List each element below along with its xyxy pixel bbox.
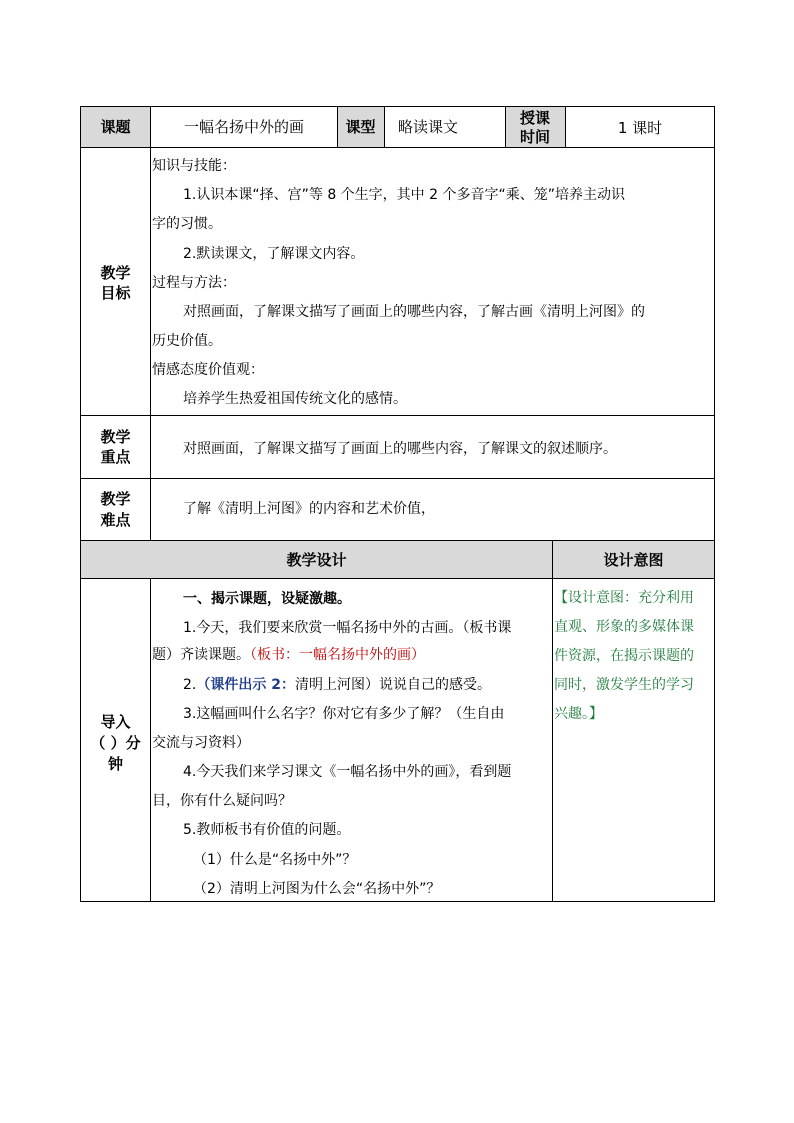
time-label-2: 时间 xyxy=(519,128,550,146)
difficulty-label-1: 教学 xyxy=(100,490,131,508)
lesson-time: 1 课时 xyxy=(617,119,663,137)
difficulty-text: 了解《清明上河图》的内容和艺术价值， xyxy=(183,501,435,517)
intent-line: 件资源，在揭示课题的 xyxy=(554,648,694,664)
blackboard-note: （板书：一幅名扬中外的画） xyxy=(250,647,425,663)
intent-line: 【设计意图：充分利用 xyxy=(554,590,694,606)
focus-text: 对照画面，了解课文描写了画面上的哪些内容，了解课文的叙述顺序。 xyxy=(183,441,617,457)
focus-label-2: 重点 xyxy=(100,448,131,466)
goals-label-2: 目标 xyxy=(100,284,131,302)
goals-line: 历史价值。 xyxy=(152,333,222,349)
intro-line: 2.（课件出示 2：清明上河图）说说自己的感受。 xyxy=(183,677,491,693)
courseware-note: （课件出示 2： xyxy=(196,677,295,693)
type-label: 课型 xyxy=(345,118,376,136)
intent-line: 直观、形象的多媒体课 xyxy=(554,619,694,635)
focus-label-1: 教学 xyxy=(100,428,131,446)
goals-line: 知识与技能： xyxy=(152,158,236,174)
lesson-type: 略读课文 xyxy=(398,118,459,136)
intro-line: 4.今天我们来学习课文《一幅名扬中外的画》，看到题 xyxy=(183,764,512,780)
goals-line: 对照画面，了解课文描写了画面上的哪些内容，了解古画《清明上河图》的 xyxy=(183,304,645,320)
difficulty-label-2: 难点 xyxy=(100,511,131,529)
intro-line: 题）齐读课题。（板书：一幅名扬中外的画） xyxy=(152,647,425,663)
goals-line: 1.认识本课“择、宫”等 8 个生字，其中 2 个多音字“乘、笼”培养主动识 xyxy=(183,187,625,203)
intent-header: 设计意图 xyxy=(603,551,664,569)
intro-label-3: 钟 xyxy=(107,755,123,773)
intro-line: 5.教师板书有价值的问题。 xyxy=(183,822,351,838)
goals-line: 过程与方法： xyxy=(152,275,236,291)
intro-section-title: 一、揭示课题，设疑激趣。 xyxy=(183,591,351,607)
intro-line: 交流与习资料） xyxy=(152,735,250,751)
intent-line: 兴趣。】 xyxy=(554,706,603,722)
goals-line: 2.默读课文，了解课文内容。 xyxy=(183,246,365,262)
intro-label-1: 导入 xyxy=(100,713,131,731)
intent-line: 同时，激发学生的学习 xyxy=(554,677,694,693)
goals-line: 情感态度价值观： xyxy=(152,362,264,378)
goals-line: 字的习惯。 xyxy=(152,216,222,232)
intro-line: 目，你有什么疑问吗？ xyxy=(152,793,292,809)
time-label-1: 授课 xyxy=(519,109,550,127)
lesson-title: 一幅名扬中外的画 xyxy=(183,118,304,136)
title-label: 课题 xyxy=(100,118,131,136)
intro-line: 3.这幅画叫什么名字？你对它有多少了解？（生自由 xyxy=(183,706,505,722)
intro-line: （2）清明上河图为什么会“名扬中外”？ xyxy=(193,881,441,897)
intro-line: 1.今天，我们要来欣赏一幅名扬中外的古画。（板书课 xyxy=(183,620,512,636)
intro-label-2: （ ）分 xyxy=(90,734,141,752)
goals-label-1: 教学 xyxy=(100,264,131,282)
intro-line: （1）什么是“名扬中外”？ xyxy=(193,852,357,868)
goals-line: 培养学生热爱祖国传统文化的感情。 xyxy=(183,391,407,407)
design-header: 教学设计 xyxy=(286,551,347,569)
